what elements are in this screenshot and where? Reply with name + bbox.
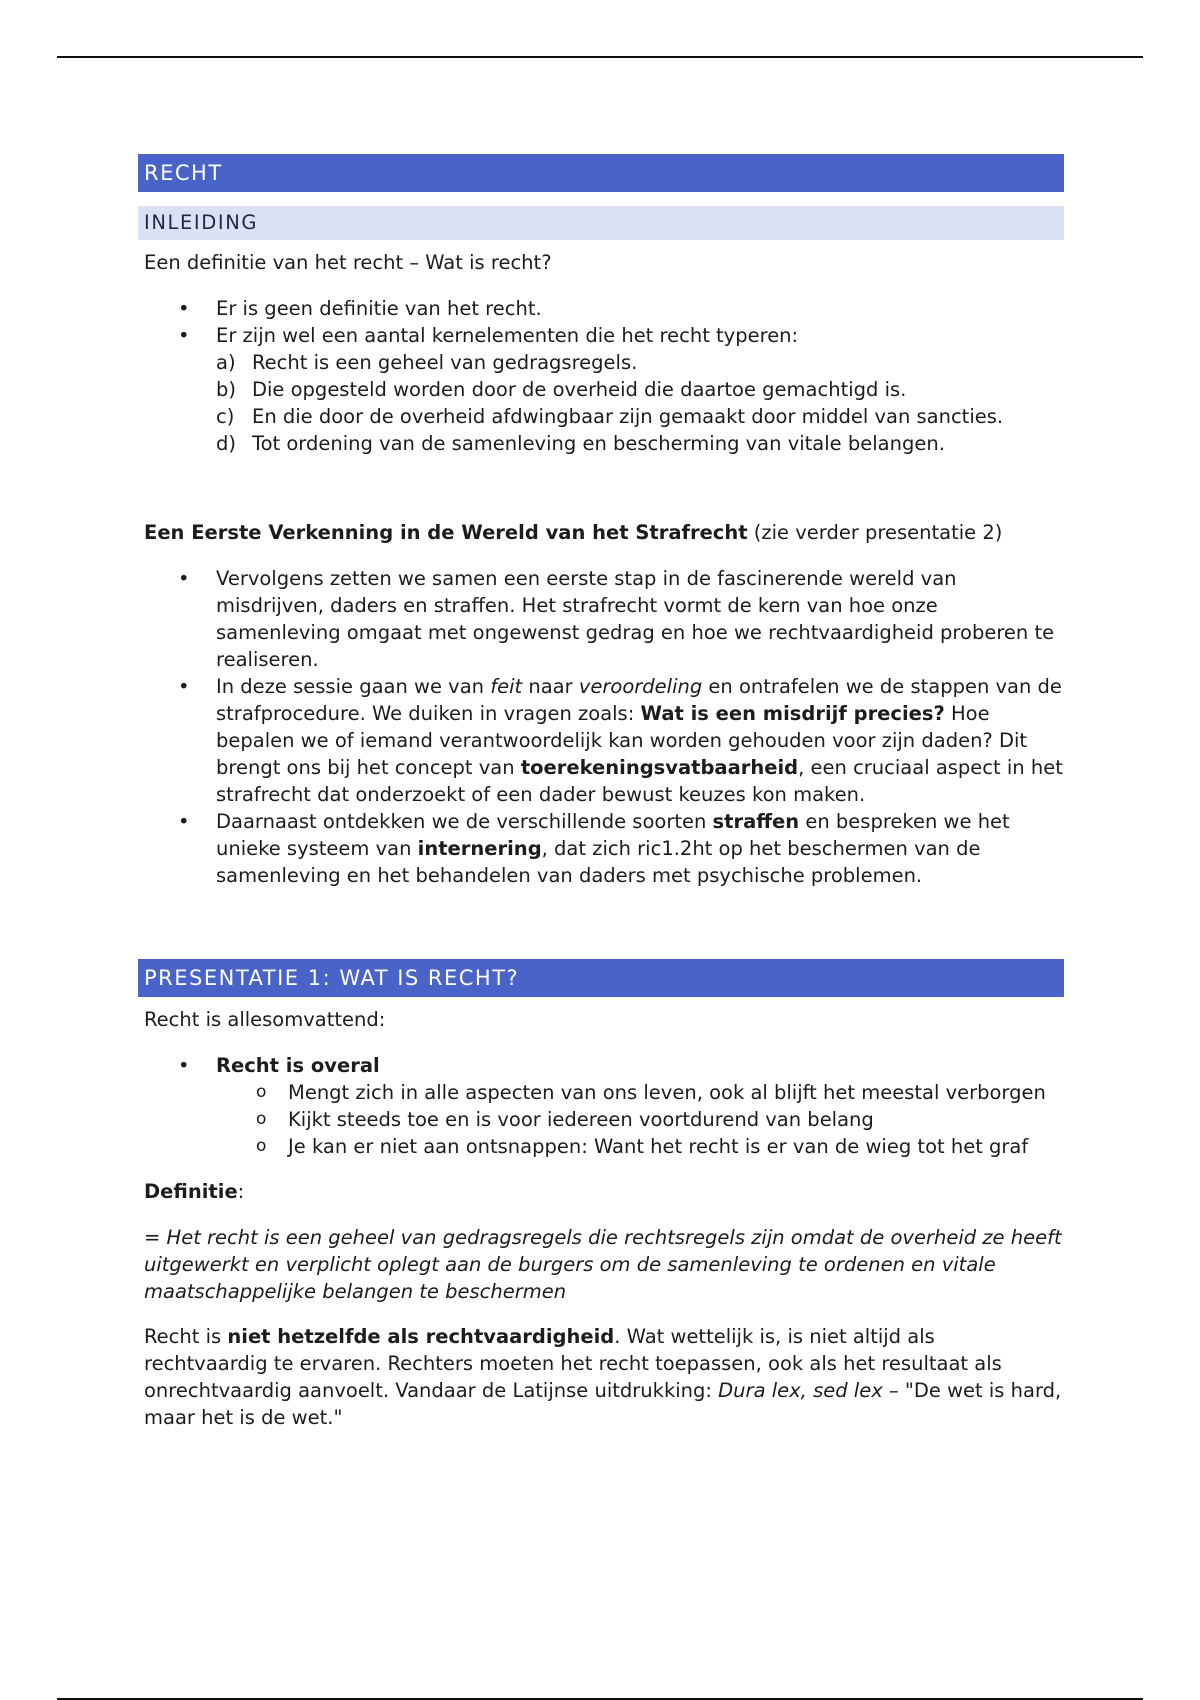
top-rule (57, 56, 1143, 58)
list-item: o Mengt zich in alle aspecten van ons leven, ook al blijft het meestal verborgen (256, 1081, 1046, 1104)
bullet-icon: • (178, 567, 190, 590)
list-item: • Vervolgens zetten we samen een eerste stap in de fascinerende wereld van misdrijven, daders en straffen. Het strafrecht vormt de kern van hoe onze samenleving omgaat met ongewenst gedrag en hoe we rechtvaardigheid proberen te realiseren. (178, 567, 1055, 671)
list-item: • In deze sessie gaan we van feit naar veroordeling en ontrafelen we de stappen van de strafprocedure. We duiken in vragen zoals: Wat is een misdrijf precies? Hoe bepalen we of iemand verantwoordelijk kan worden gehouden voor zijn daden? Dit brengt ons bij het concept van toerekeningsvatbaarheid, een cruciaal aspect in het strafrecht dat onderzoekt of een dader bewust keuzes kon maken. (178, 675, 1063, 806)
inleiding-question: Een definitie van het recht – Wat is recht? (144, 251, 552, 274)
verkenning-heading: Een Eerste Verkenning in de Wereld van het Strafrecht (zie verder presentatie 2) (144, 521, 1003, 544)
bullet-icon: • (178, 810, 190, 833)
circle-bullet-icon: o (256, 1109, 267, 1129)
list-item: d) Tot ordening van de samenleving en bescherming van vitale belangen. (216, 432, 945, 455)
section-heading-presentatie-1: PRESENTATIE 1: WAT IS RECHT? (138, 959, 1064, 997)
list-item: • Daarnaast ontdekken we de verschillende soorten straffen en bespreken we het unieke systeem van internering, dat zich ric1.2ht op het beschermen van de samenleving en het behandelen van daders met psychische problemen. (178, 810, 1010, 887)
circle-bullet-icon: o (256, 1082, 267, 1102)
bullet-icon: • (178, 1054, 190, 1077)
inleiding-bullet-list (138, 295, 1064, 349)
list-item: c) En die door de overheid afdwingbaar zijn gemaakt door middel van sancties. (216, 405, 1004, 428)
kernelementen-list (138, 349, 1064, 457)
definitie-text: = Het recht is een geheel van gedragsregels die rechtsregels zijn omdat de overheid ze heeft uitgewerkt en verplicht oplegt aan de burgers om de samenleving te ordenen en vitale maatschappelijke belangen te beschermen (144, 1226, 1062, 1303)
list-item: o Kijkt steeds toe en is voor iedereen voortdurend van belang (256, 1108, 874, 1131)
bullet-icon: • (178, 675, 190, 698)
list-item: • Er zijn wel een aantal kernelementen die het recht typeren: (178, 324, 799, 347)
overal-sub-list (138, 1079, 1064, 1160)
list-item: a) Recht is een geheel van gedragsregels. (216, 351, 638, 374)
document-body (138, 154, 1064, 1431)
rechtvaardigheid-paragraph: Recht is niet hetzelfde als rechtvaardigheid. Wat wettelijk is, is niet altijd als rechtvaardig te ervaren. Rechters moeten het recht toepassen, ook als het resultaat als onrechtvaardig aanvoelt. Vandaar de Latijnse uitdrukking: Dura lex, sed lex – "De wet is hard, maar het is de wet." (144, 1325, 1062, 1429)
list-item: o Je kan er niet aan ontsnappen: Want het recht is er van de wieg tot het graf (256, 1135, 1029, 1158)
list-item: • Recht is overal (178, 1054, 380, 1077)
list-item: • Er is geen definitie van het recht. (178, 297, 542, 320)
circle-bullet-icon: o (256, 1136, 267, 1156)
bullet-icon: • (178, 324, 190, 347)
bullet-icon: • (178, 297, 190, 320)
definitie-label: Definitie: (144, 1180, 245, 1203)
subsection-heading-inleiding: INLEIDING (138, 206, 1064, 240)
overal-bullet-list (138, 1052, 1064, 1079)
list-item: b) Die opgesteld worden door de overheid die daartoe gemachtigd is. (216, 378, 907, 401)
presentatie-intro: Recht is allesomvattend: (144, 1008, 386, 1031)
verkenning-bullet-list (138, 565, 1064, 889)
section-heading-recht: RECHT (138, 154, 1064, 192)
